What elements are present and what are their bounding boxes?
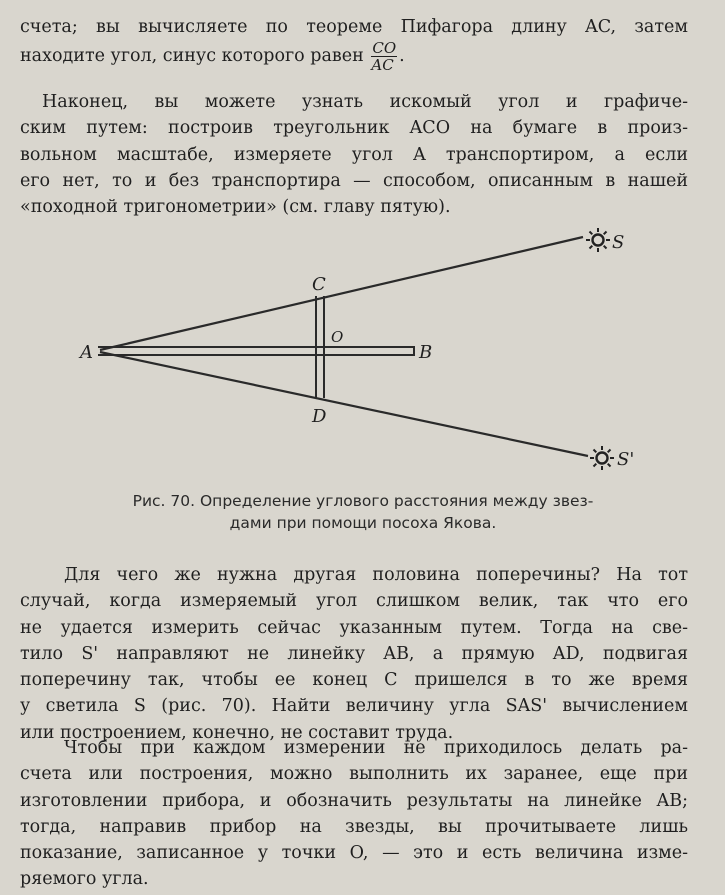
paragraph-2-line-3: вольном масштабе, измеряете угол A транспортиром, а если — [20, 144, 688, 165]
label-d: D — [312, 406, 327, 427]
paragraph-1-line-2 — [20, 40, 688, 73]
paragraph-3-line-7: или построением, конечно, не составит труда. — [20, 722, 454, 743]
paragraph-1-line-2-end: . — [399, 46, 405, 67]
label-b: B — [419, 342, 433, 363]
paragraph-4-line-1: Чтобы при каждом измерении не приходилось делать ра- — [64, 738, 688, 758]
paragraph-2 — [20, 89, 688, 220]
figure-caption-line-1: Рис. 70. Определение углового расстояния между звез- — [132, 492, 594, 510]
jacobs-staff-diagram — [0, 215, 725, 495]
paragraph-4-line-6: ряемого угла. — [20, 869, 149, 890]
sun-star-prime-icon — [590, 446, 614, 470]
label-c: C — [312, 274, 326, 295]
paragraph-3 — [20, 562, 688, 746]
paragraph-4-line-4: тогда, направив прибор на звезды, вы прочитываете лишь — [20, 816, 688, 837]
figure-caption-line-2: дами при помощи посоха Якова. — [229, 514, 497, 532]
label-o: O — [331, 328, 344, 346]
label-a: A — [80, 342, 93, 363]
paragraph-3-line-3: не удается измерить сейчас указанным путем. Тогда на све- — [20, 617, 688, 638]
fraction-co-over-ac — [371, 40, 397, 73]
staff-ab — [98, 346, 414, 356]
paragraph-4-line-2: счета или построения, можно выполнить их заранее, еще при — [20, 764, 688, 785]
paragraph-1-line-1: счета; вы вычисляете по теореме Пифагора длину AC, затем — [20, 17, 688, 37]
paragraph-3-line-4: тило S' направляют не линейку AB, а прямую AD, подвигая — [20, 643, 688, 664]
paragraph-3-line-2: случай, когда измеряемый угол слишком велик, так что его — [20, 591, 688, 612]
paragraph-3-line-6: у светила S (рис. 70). Найти величину угла SAS' вычислением — [20, 696, 688, 717]
ray-a-to-s-prime — [100, 352, 588, 456]
paragraph-4-line-3: изготовлении прибора, и обозначить результаты на линейке AB; — [20, 790, 688, 811]
paragraph-2-line-1: Наконец, вы можете узнать искомый угол и графиче- — [42, 92, 688, 112]
paragraph-2-line-5: «походной тригонометрии» (см. главу пятую). — [20, 197, 451, 218]
paragraph-3-line-5: поперечину так, чтобы ее конец C пришелся в то же время — [20, 670, 688, 691]
label-s: S — [612, 232, 625, 253]
paragraph-3-line-1: Для чего же нужна другая половина поперечины? На тот — [64, 565, 688, 585]
paragraph-2-line-2: ским путем: построив треугольник ACO на бумаге в произ- — [20, 118, 688, 139]
paragraph-2-line-4: его нет, то и без транспортира — способом, описанным в нашей — [20, 170, 688, 191]
paragraph-4 — [20, 735, 688, 893]
fraction-denominator: AC — [371, 56, 394, 75]
label-s-prime: S' — [617, 449, 635, 470]
fraction-numerator: CO — [372, 39, 397, 58]
paragraph-1 — [20, 14, 688, 73]
paragraph-1-line-2-text: находите угол, синус которого равен — [20, 46, 364, 67]
sun-star-icon — [586, 228, 610, 252]
figure-caption — [68, 490, 658, 534]
paragraph-4-line-5: показание, записанное у точки O, — это и есть величина изме- — [20, 843, 688, 864]
